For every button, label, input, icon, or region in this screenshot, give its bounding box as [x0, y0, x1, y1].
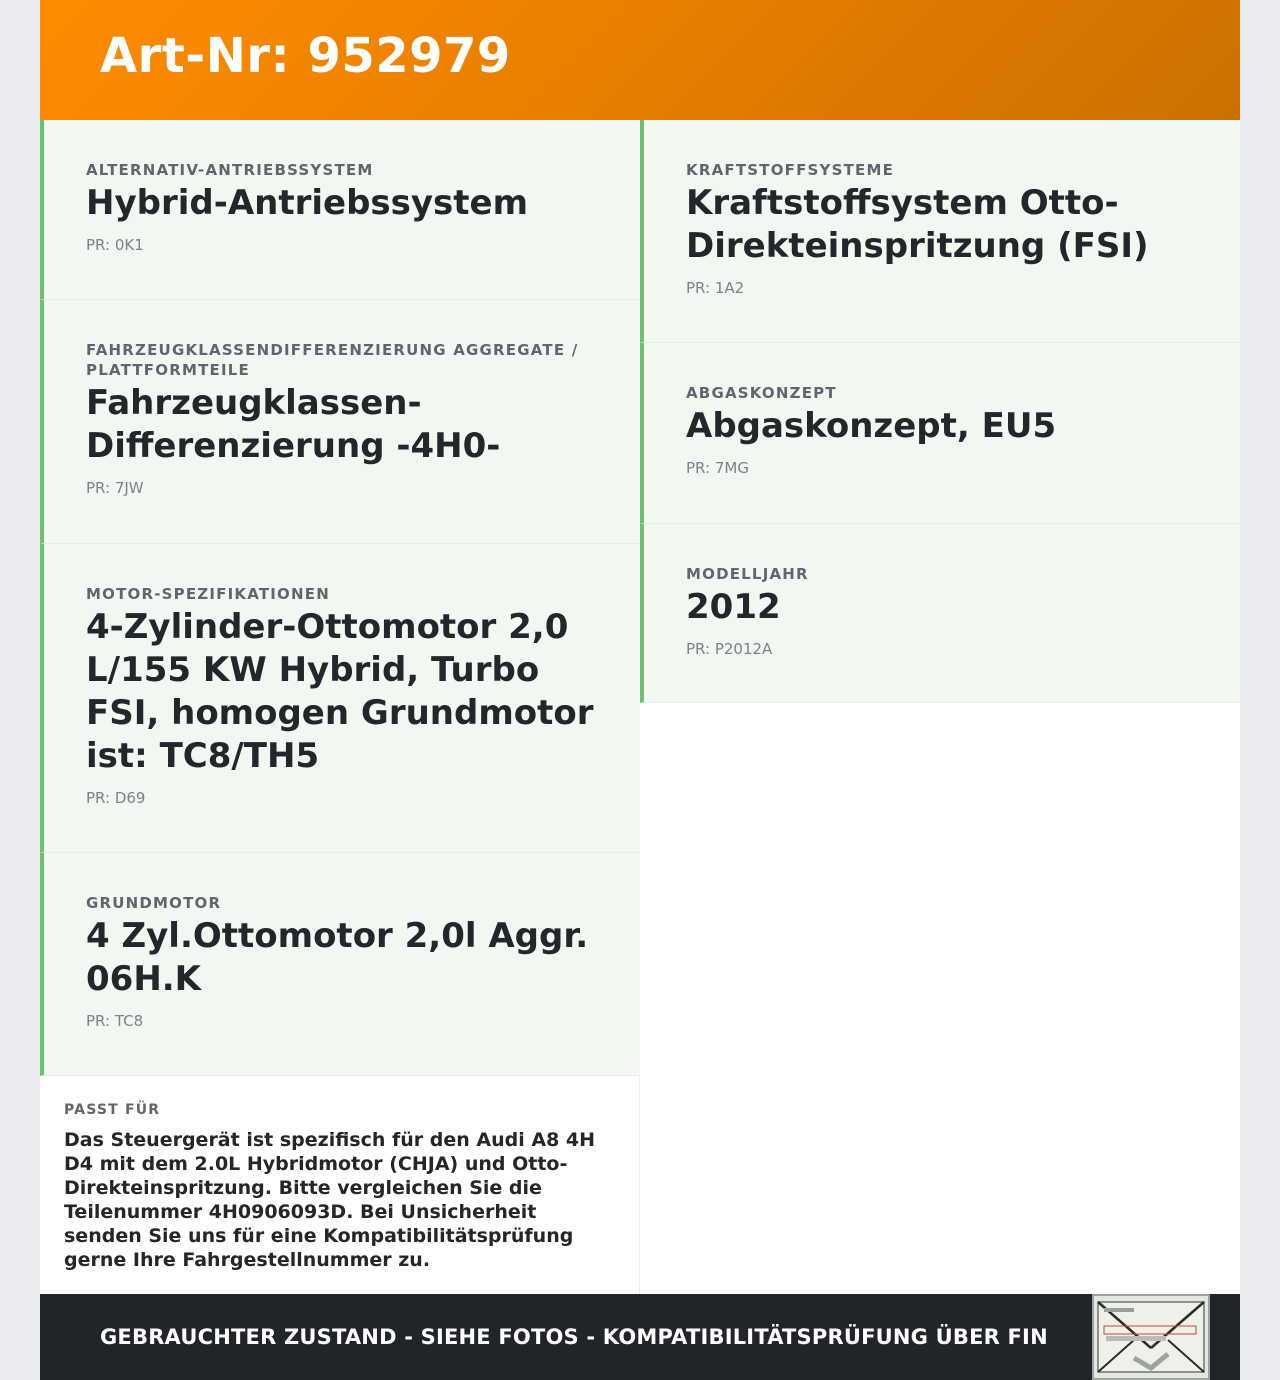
header-bar — [40, 0, 1240, 120]
spec-card-base-engine — [40, 853, 640, 1076]
spec-label: MODELLJAHR — [686, 565, 809, 583]
spec-card-engine-specs — [40, 544, 640, 853]
spec-value: Abgaskonzept, EU5 — [686, 406, 1057, 446]
article-number-title: Art-Nr: 952979 — [100, 28, 511, 84]
spec-card-model-year — [640, 524, 1240, 703]
spec-pr-code: PR: D69 — [86, 789, 146, 807]
part-label-image-icon — [1094, 1296, 1208, 1378]
spec-label: ABGASKONZEPT — [686, 384, 837, 402]
compatibility-label: PASST FÜR — [64, 1102, 161, 1118]
spec-card-emission-concept — [640, 343, 1240, 524]
spec-pr-code: PR: 7MG — [686, 459, 749, 477]
footer-bar — [40, 1294, 1240, 1380]
spec-pr-code: PR: 7JW — [86, 479, 144, 497]
spec-card-fuel-system — [640, 120, 1240, 343]
spec-value: 4-Zylinder-Ottomotor 2,0 L/155 KW Hybrid, Turbo FSI, homogen Grundmotor ist: TC8/TH5 — [86, 607, 594, 776]
spec-label: ALTERNATIV-ANTRIEBSSYSTEM — [86, 161, 374, 179]
right-column — [640, 120, 1240, 703]
spec-card-vehicle-class — [40, 300, 640, 544]
spec-label: FAHRZEUGKLASSENDIFFERENZIERUNG AGGREGATE / PLATTFORMTEILE — [86, 341, 579, 379]
compatibility-text: Das Steuergerät ist spezifisch für den Audi A8 4H D4 mit dem 2.0L Hybridmotor (CHJA) und Otto-Direkteinspritzung. Bitte vergleichen Sie die Teilenummer 4H0906093D. Bei Unsicherheit senden Sie uns für eine Kompatibilitätsprüfung gerne Ihre Fahrgestellnummer zu. — [64, 1129, 596, 1271]
spec-value: Fahrzeugklassen-Differenzierung -4H0- — [86, 383, 501, 466]
condition-note: GEBRAUCHTER ZUSTAND - SIEHE FOTOS - KOMPATIBILITÄTSPRÜFUNG ÜBER FIN — [100, 1325, 1048, 1349]
spec-value: Kraftstoffsystem Otto-Direkteinspritzung (FSI) — [686, 183, 1149, 266]
datasheet — [40, 0, 1240, 1380]
spec-pr-code: PR: 1A2 — [686, 279, 745, 297]
left-column — [40, 120, 640, 1076]
part-label-photo-thumbnail — [1092, 1294, 1210, 1380]
spec-pr-code: PR: P2012A — [686, 640, 773, 658]
spec-value: 4 Zyl.Ottomotor 2,0l Aggr. 06H.K — [86, 916, 589, 999]
spec-label: MOTOR-SPEZIFIKATIONEN — [86, 585, 330, 603]
spec-card-alternative-drive — [40, 120, 640, 300]
compatibility-section — [40, 1076, 640, 1294]
spec-pr-code: PR: TC8 — [86, 1012, 144, 1030]
spec-label: GRUNDMOTOR — [86, 894, 222, 912]
spec-value: 2012 — [686, 587, 781, 627]
spec-pr-code: PR: 0K1 — [86, 236, 144, 254]
spec-value: Hybrid-Antriebssystem — [86, 183, 529, 223]
spec-label: KRAFTSTOFFSYSTEME — [686, 161, 895, 179]
